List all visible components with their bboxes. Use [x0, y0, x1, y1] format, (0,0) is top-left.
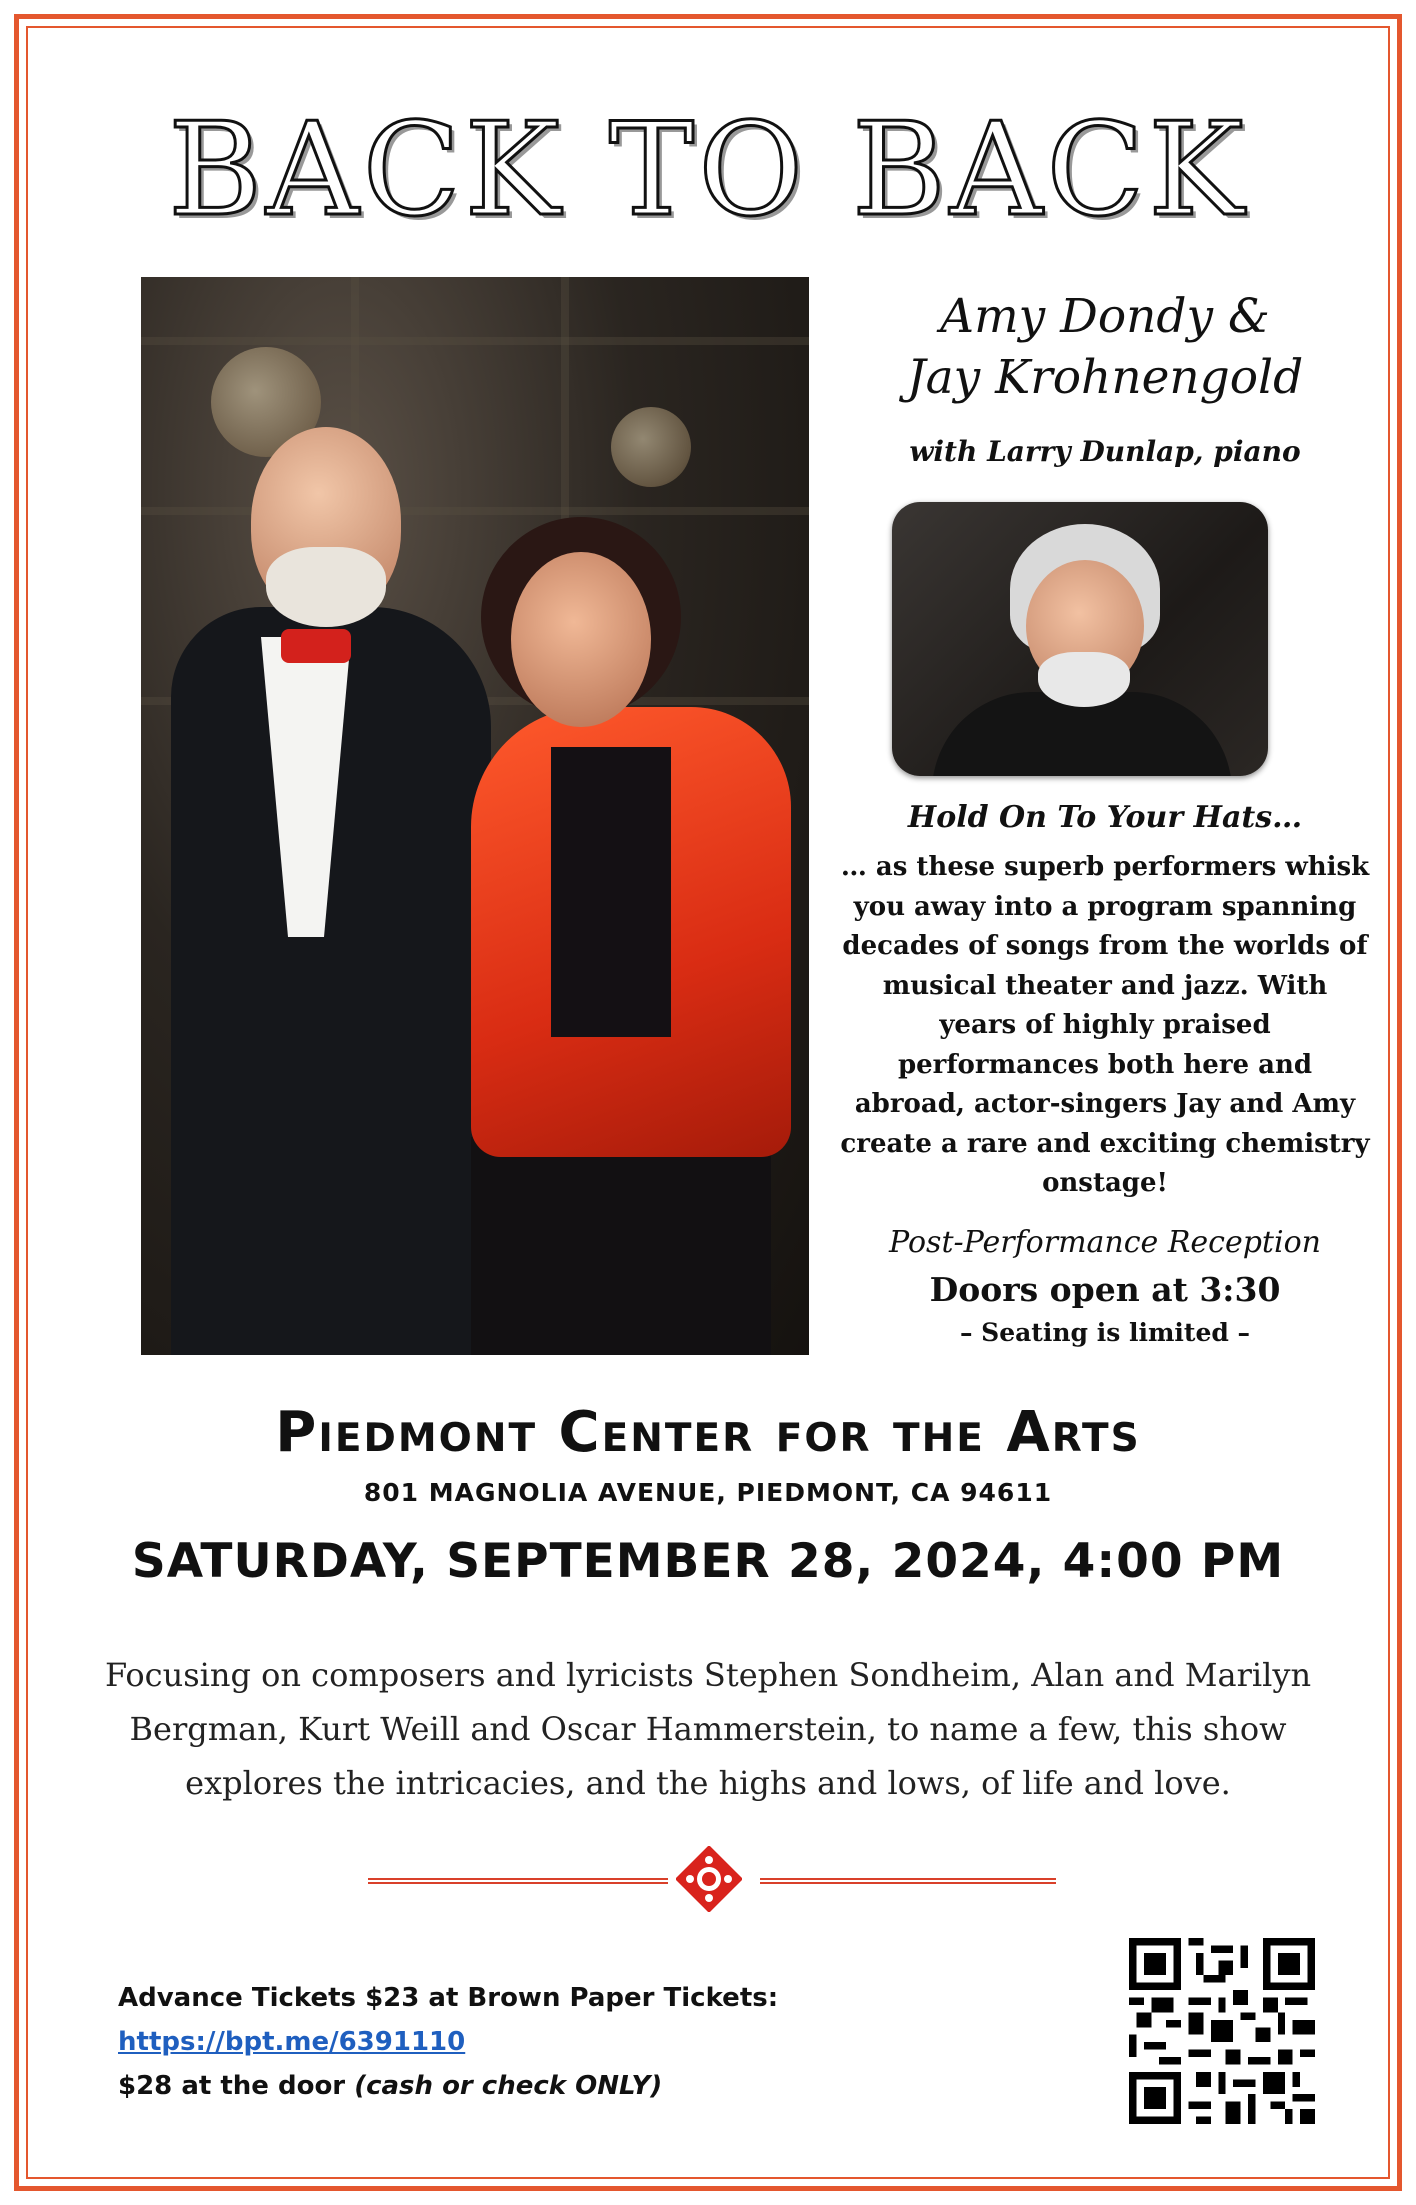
seating-note: – Seating is limited –: [959, 1318, 1251, 1347]
door-payment-note: (cash or check ONLY): [354, 2071, 663, 2101]
poster-title: BACK TO BACK: [168, 96, 1248, 245]
reception-note: Post-Performance Reception: [889, 1225, 1321, 1260]
pianist-credit: with Larry Dunlap, piano: [909, 435, 1301, 468]
advance-tickets-line: [118, 1976, 1118, 2064]
performers-photo: [141, 277, 809, 1355]
pianist-photo: [892, 502, 1268, 776]
show-description: Focusing on composers and lyricists Stephen Sondheim, Alan and Marilyn Bergman, Kurt Weill and Oscar Hammerstein, to name a few, this show explores the intricacies, and the highs and lows, of life and love.: [104, 1656, 1312, 1802]
door-tickets-text: $28 at the door: [118, 2071, 355, 2101]
door-tickets-line: [118, 2064, 1118, 2108]
advance-tickets-text: Advance Tickets $23 at Brown Paper Tickets:: [118, 1983, 779, 2013]
venue-name: Piedmont Center for the Arts: [275, 1400, 1141, 1465]
qr-code-icon[interactable]: [1129, 1938, 1315, 2124]
performer-names: [820, 286, 1390, 408]
show-blurb: … as these superb performers whisk you away into a program spanning decades of songs from the worlds of musical theater and jazz. With years of highly praised performances both here and abroad, actor-singers Jay and Amy create a rare and exciting chemistry onstage!: [840, 852, 1370, 1198]
venue-address: 801 MAGNOLIA AVENUE, PIEDMONT, CA 94611: [363, 1478, 1053, 1507]
divider-left: [368, 1878, 668, 1884]
ticket-info: [118, 1976, 1118, 2108]
tagline-heading: Hold On To Your Hats…: [907, 800, 1303, 835]
performer-name-2: Jay Krohnengold: [906, 350, 1304, 406]
divider-right: [760, 1878, 1056, 1884]
red-floral-ornament-icon: [676, 1846, 742, 1912]
ticket-link[interactable]: https://bpt.me/6391110: [118, 2027, 466, 2057]
doors-open-time: Doors open at 3:30: [929, 1270, 1281, 1309]
event-date: SATURDAY, SEPTEMBER 28, 2024, 4:00 PM: [131, 1534, 1285, 1589]
performer-name-1: Amy Dondy &: [940, 289, 1270, 344]
